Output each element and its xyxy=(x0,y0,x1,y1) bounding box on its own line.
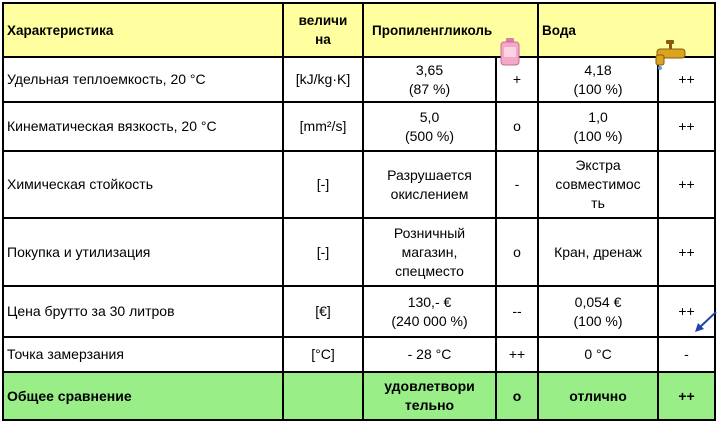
row-propylene-mark: o xyxy=(496,218,538,286)
summary-water-mark: ++ xyxy=(658,372,715,420)
summary-propylene-mark: o xyxy=(496,372,538,420)
header-propylene: Пропиленгликоль xyxy=(363,3,538,57)
table-row xyxy=(3,102,715,151)
row-propylene-value: 3,65 (87 %) xyxy=(363,57,496,102)
row-water-mark: ++ xyxy=(658,286,715,337)
row-name: Покупка и утилизация xyxy=(3,218,283,286)
row-water-value: 4,18 (100 %) xyxy=(538,57,658,102)
header-water: Вода xyxy=(538,3,715,57)
row-propylene-value: - 28 °C xyxy=(363,337,496,372)
row-propylene-mark: + xyxy=(496,57,538,102)
arrow-icon xyxy=(693,310,717,334)
row-propylene-value: Розничный магазин, спецместо xyxy=(363,218,496,286)
summary-unit xyxy=(283,372,363,420)
header-unit: величи на xyxy=(283,3,363,57)
row-water-mark: ++ xyxy=(658,102,715,151)
table-row xyxy=(3,286,715,337)
row-water-mark: ++ xyxy=(658,151,715,218)
row-water-value: Кран, дренаж xyxy=(538,218,658,286)
row-name: Химическая стойкость xyxy=(3,151,283,218)
row-name: Удельная теплоемкость, 20 °C xyxy=(3,57,283,102)
summary-row xyxy=(3,372,715,420)
row-propylene-mark: o xyxy=(496,102,538,151)
header-row xyxy=(3,3,715,57)
row-water-value: 1,0 (100 %) xyxy=(538,102,658,151)
header-characteristic: Характеристика xyxy=(3,3,283,57)
row-water-mark: ++ xyxy=(658,218,715,286)
row-unit: [mm²/s] xyxy=(283,102,363,151)
row-propylene-mark: ++ xyxy=(496,337,538,372)
table-row xyxy=(3,57,715,102)
row-water-value: 0,054 € (100 %) xyxy=(538,286,658,337)
row-water-value: 0 °C xyxy=(538,337,658,372)
row-name: Точка замерзания xyxy=(3,337,283,372)
comparison-table xyxy=(2,2,716,421)
table-row xyxy=(3,337,715,372)
water-tap-icon xyxy=(653,40,687,70)
table-row xyxy=(3,218,715,286)
row-name: Кинематическая вязкость, 20 °C xyxy=(3,102,283,151)
canister-icon xyxy=(499,38,521,66)
row-propylene-value: 130,- € (240 000 %) xyxy=(363,286,496,337)
row-unit: [kJ/kg·K] xyxy=(283,57,363,102)
row-propylene-value: Разрушается окислением xyxy=(363,151,496,218)
summary-propylene-value: удовлетвори тельно xyxy=(363,372,496,420)
row-water-mark: - xyxy=(658,337,715,372)
row-propylene-mark: -- xyxy=(496,286,538,337)
row-unit: [-] xyxy=(283,218,363,286)
row-propylene-mark: - xyxy=(496,151,538,218)
summary-water-value: отлично xyxy=(538,372,658,420)
row-unit: [°C] xyxy=(283,337,363,372)
row-water-value: Экстра совместимос ть xyxy=(538,151,658,218)
table-row xyxy=(3,151,715,218)
row-unit: [€] xyxy=(283,286,363,337)
row-water-mark: ++ xyxy=(658,57,715,102)
summary-label: Общее сравнение xyxy=(3,372,283,420)
row-propylene-value: 5,0 (500 %) xyxy=(363,102,496,151)
row-unit: [-] xyxy=(283,151,363,218)
row-name: Цена брутто за 30 литров xyxy=(3,286,283,337)
